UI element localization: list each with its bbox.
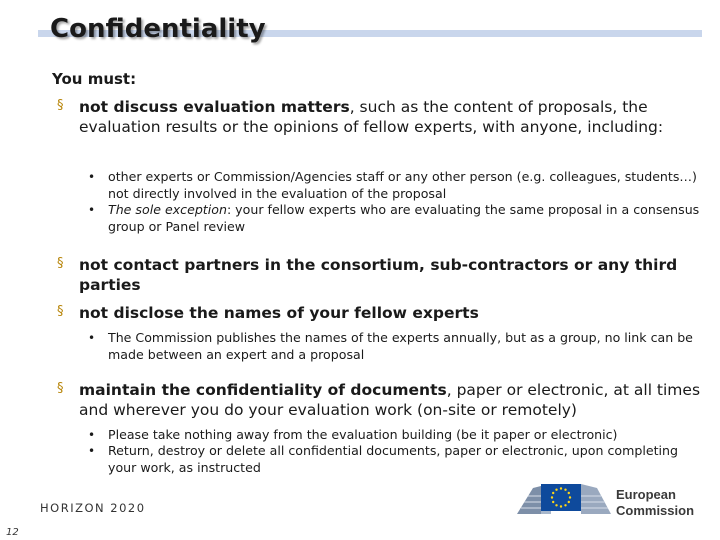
eu-star-icon	[568, 492, 570, 494]
bullet-item-3	[79, 303, 719, 323]
european-commission-logo	[515, 478, 710, 520]
bullet-rest: , paper or electronic, at all times and wherever you do your evaluation work (on-site or remotely)	[79, 381, 701, 419]
page-number: 12	[6, 527, 19, 538]
eu-flag-icon	[541, 484, 581, 511]
berlaymont-building-right-icon	[581, 484, 611, 514]
sub-item-4-1: Please take nothing away from the evaluation building (be it paper or electronic)	[108, 427, 618, 442]
intro-text: You must:	[52, 70, 137, 88]
bullet-marker: §	[57, 304, 64, 319]
eu-star-icon	[555, 504, 557, 506]
horizon-2020-label: HORIZON 2020	[40, 501, 146, 515]
bullet-bold: not discuss evaluation matters	[79, 98, 350, 116]
sub-italic: The sole exception	[108, 202, 227, 217]
eu-star-icon	[560, 487, 562, 489]
sub-item-1-1: other experts or Commission/Agencies staff or any other person (e.g. colleagues, students…) not directly involved in the evaluation of the proposal	[108, 169, 697, 201]
sub-bullet-marker: •	[88, 203, 96, 217]
eu-star-icon	[564, 504, 566, 506]
eu-star-icon	[551, 496, 553, 498]
bullet-item-2	[79, 255, 715, 295]
eu-star-icon	[555, 489, 557, 491]
sub-item-1-2	[108, 202, 708, 235]
eu-star-icon	[564, 489, 566, 491]
bullet-bold: not contact partners in the consortium, sub-contractors or any third parties	[79, 256, 678, 294]
sub-item-3-1: The Commission publishes the names of the experts annually, but as a group, no link can be made between an expert and a proposal	[108, 330, 693, 362]
eu-star-icon	[560, 505, 562, 507]
sub-text: : your fellow experts who are evaluating the same proposal in a consensus group or Panel review	[108, 202, 700, 234]
eu-star-icon	[568, 501, 570, 503]
sub-bullet-marker: •	[88, 170, 96, 184]
eu-star-icon	[569, 496, 571, 498]
sub-item-4-2: Return, destroy or delete all confidential documents, paper or electronic, upon completing your work, as instructed	[108, 443, 679, 475]
bullet-rest: , such as the content of proposals, the evaluation results or the opinions of fellow experts, with anyone, including:	[79, 98, 664, 136]
slide-title: Confidentiality	[50, 14, 266, 44]
bullet-marker: §	[57, 256, 64, 271]
logo-text-european: European	[616, 487, 676, 502]
sub-bullet-marker: •	[88, 331, 96, 345]
eu-star-icon	[552, 501, 554, 503]
logo-text-commission: Commission	[616, 503, 695, 518]
bullet-bold: not disclose the names of your fellow experts	[79, 304, 479, 322]
bullet-marker: §	[57, 98, 64, 113]
sub-bullet-marker: •	[88, 444, 96, 458]
sub-bullet-marker: •	[88, 428, 96, 442]
bullet-bold: maintain the confidentiality of documents	[79, 381, 447, 399]
bullet-item-1	[79, 97, 719, 137]
eu-star-icon	[552, 492, 554, 494]
bullet-item-4	[79, 380, 719, 420]
bullet-marker: §	[57, 381, 64, 396]
